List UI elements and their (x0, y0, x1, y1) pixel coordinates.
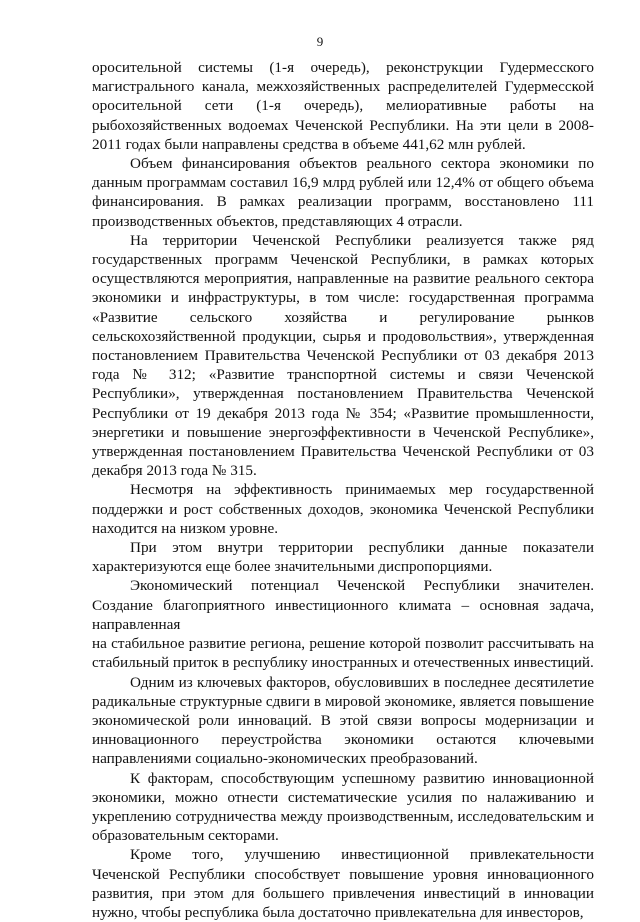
paragraph-economic-potential: Экономический потенциал Чеченской Республики значителен. Создание благоприятного инвестиционного климата – основная задача, направленная (92, 577, 594, 633)
paragraph-economic-potential-continuation: на стабильное развитие региона, решение которой позволит рассчитывать на стабильный приток в республику иностранных и отечественных инвестиций. (92, 635, 594, 672)
paragraph-economy-low-level: Несмотря на эффективность принимаемых мер государственной поддержки и рост собственных доходов, экономика Чеченской Республики находится на низком уровне. (92, 481, 594, 537)
paragraph-innovation-factors: К факторам, способствующим успешному развитию инновационной экономики, можно отнести систематические усилия по налаживанию и укреплению сотрудничества между производственным, исследовательским и образовательным секторами. (92, 769, 594, 845)
paragraph-financing-volume: Объем финансирования объектов реального сектора экономики по данным программам составил 16,9 млрд рублей или 12,4% от общего объема финансирования. В рамках реализации программ, восстановлено 111 производственных объектов, представляющих 4 отрасли. (92, 155, 594, 230)
paragraph-irrigation-continuation: оросительной системы (1-я очередь), реконструкции Гудермесского магистрального канала, межхозяйственных распределителей Гудермесской оросительной сети (1-я очередь), мелиоративные работы на рыбохозяйственных водоемах Чеченской Республики. На эти цели в 2008-2011 годах были направлены средства в объеме 441,62 млн рублей. (92, 59, 594, 153)
page-number: 9 (316, 34, 324, 49)
document-body (92, 58, 594, 922)
paragraph-investment-attractiveness: Кроме того, улучшению инвестиционной привлекательности Чеченской Республики способствует повышение уровня инновационного развития, при этом для большего привлечения инвестиций в инновации нужно, чтобы республика была достаточно привлекательна для инвесторов, (92, 846, 594, 921)
paragraph-innovations-role: Одним из ключевых факторов, обусловивших в последнее десятилетие радикальные структурные сдвиги в мировой экономике, является повышение экономической роли инноваций. В этой связи вопросы модернизации и инновационного переустройства экономики остаются ключевыми направлениями социально-экономических преобразований. (92, 673, 594, 768)
paragraph-disproportions: При этом внутри территории республики данные показатели характеризуются еще более значительными диспропорциями. (92, 539, 594, 576)
paragraph-state-programs: На территории Чеченской Республики реализуется также ряд государственных программ Чеченской Республики, в рамках которых осуществляются мероприятия, направленные на развитие реального сектора экономики и инфраструктуры, в том числе: государственная программа «Развитие сельского хозяйства и регулирование рынков сельскохозяйственной продукции, сырья и продовольствия», утвержденная постановлением Правительства Чеченской Республики от 03 декабря 2013 года № 312; «Развитие транспортной системы и связи Чеченской Республики», утвержденная постановлением Правительства Чеченской Республики от 19 декабря 2013 года № 354; «Развитие промышленности, энергетики и повышение энергоэффективности в Чеченской Республике», утвержденная постановлением Правительства Чеченской Республики от 03 декабря 2013 года № 315. (92, 231, 594, 480)
